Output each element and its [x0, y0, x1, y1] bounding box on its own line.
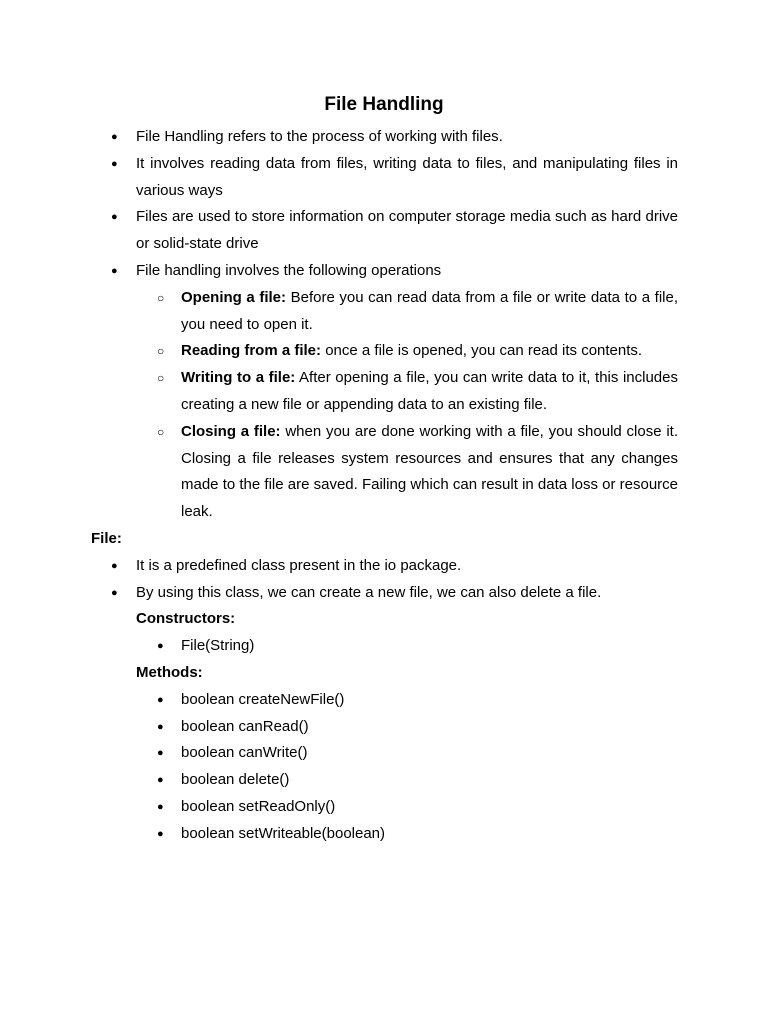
operation-opening: [136, 285, 678, 339]
method-item: ● boolean setWriteable(boolean): [136, 821, 678, 848]
operation-reading: [136, 338, 678, 365]
constructor-item: ● File(String): [136, 633, 678, 660]
operation-text: Before you can read data from a file or write data to a file, you need to open it.: [181, 288, 678, 333]
intro-item-4-text: File handling involves the following operations: [136, 261, 442, 279]
methods-list: [136, 687, 678, 848]
operation-term: Opening a file:: [181, 288, 287, 306]
method-item: ● boolean createNewFile(): [136, 687, 678, 714]
intro-item-1: ● File Handling refers to the process of working with files.: [91, 124, 678, 151]
operation-writing: [136, 365, 678, 419]
constructors-heading: Constructors:: [136, 610, 236, 628]
page-title: File Handling: [324, 94, 444, 115]
operation-closing: [136, 419, 678, 526]
method-item: ● boolean delete(): [136, 767, 678, 794]
method-item: ● boolean setReadOnly(): [136, 794, 678, 821]
method-item: ● boolean canWrite(): [136, 740, 678, 767]
operation-text: once a file is opened, you can read its contents.: [321, 342, 643, 360]
operations-list: [136, 285, 678, 526]
file-section-list: [91, 553, 678, 607]
file-section-heading: File:: [91, 529, 122, 547]
intro-item-4: [91, 258, 678, 526]
methods-heading: Methods:: [136, 663, 203, 681]
file-item-2: ● By using this class, we can create a new file, we can also delete a file.: [91, 580, 678, 607]
constructors-list: [136, 633, 678, 660]
operation-text: After opening a file, you can write data to it, this includes creating a new file or appending data to an existing file.: [181, 369, 678, 413]
document-body: [91, 124, 678, 848]
operation-term: Reading from a file:: [181, 342, 322, 360]
intro-list: [91, 124, 678, 526]
operation-text: when you are done working with a file, you should close it. Closing a file releases system resources and ensures that any changes made to the file are saved. Failing which can result in data loss or resource leak.: [181, 422, 678, 521]
operation-term: Writing to a file:: [181, 369, 296, 387]
method-item: ● boolean canRead(): [136, 714, 678, 741]
intro-item-3: ● Files are used to store information on computer storage media such as hard drive or solid-state drive: [91, 204, 678, 258]
operation-term: Closing a file:: [181, 422, 281, 440]
intro-item-2: ● It involves reading data from files, writing data to files, and manipulating files in various ways: [91, 151, 678, 205]
file-item-1: ● It is a predefined class present in the io package.: [91, 553, 678, 580]
